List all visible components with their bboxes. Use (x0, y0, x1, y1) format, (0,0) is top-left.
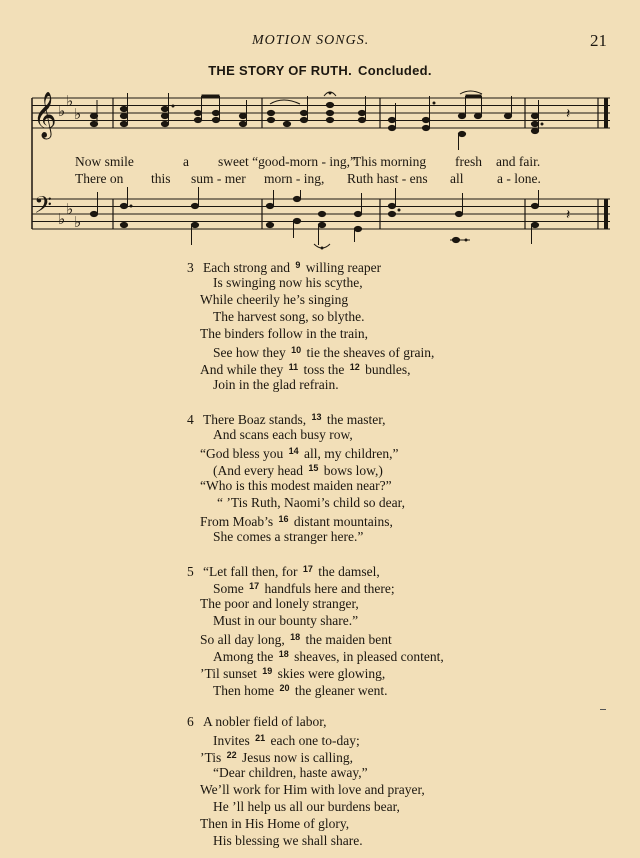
verse-line (213, 528, 363, 545)
verse-text: His blessing we shall share. (213, 833, 363, 848)
bass-notes (90, 187, 538, 249)
verse-line (200, 815, 349, 832)
verse-text: Then in His Home of glory, (200, 816, 350, 831)
verse-text: Must in our bounty share.” (213, 613, 359, 628)
final-barline-treble (604, 98, 608, 128)
bass-rest: 𝄽 (566, 207, 571, 223)
lyric-syllable: this (151, 171, 171, 186)
motion-cue-number: 17 (249, 581, 260, 591)
song-title-text: THE STORY OF RUTH. (208, 63, 353, 78)
bass-clef: 𝄢 (34, 191, 53, 224)
treble-clef: 𝄞 (33, 92, 57, 138)
verse-line (213, 680, 387, 699)
verse-text: He ’ll help us all our burdens bear, (213, 799, 400, 814)
lyric-syllable: fresh (455, 154, 482, 169)
verse-text: Join in the glad refrain. (213, 377, 339, 392)
verse-line (200, 291, 348, 308)
lyric-syllable: Ruth hast - ens (347, 171, 428, 186)
lyric-syllable: This morning (353, 154, 427, 169)
verse-line (200, 781, 425, 798)
motion-cue-number: 17 (302, 564, 313, 574)
verse-text: bundles, (361, 362, 411, 377)
verse-text: “ ’Tis Ruth, Naomi’s child so dear, (217, 495, 405, 510)
verse-text: There Boaz stands, (203, 412, 310, 427)
verse-line (213, 832, 363, 849)
motion-cue-number: 10 (291, 345, 302, 355)
verse-number: 4 (187, 412, 194, 427)
motion-cue-number: 11 (288, 362, 299, 372)
final-barline-bass (604, 199, 608, 229)
verse-text: handfuls here and there; (261, 581, 395, 596)
verse-text: “Dear children, haste away,” (213, 765, 368, 780)
verse-text: the maiden bent (302, 632, 392, 647)
motion-cue-number: 15 (308, 463, 319, 473)
verse-line (213, 376, 339, 393)
page-number: 21 (590, 31, 607, 50)
verse-number: 3 (187, 260, 194, 275)
verse-line (213, 764, 368, 781)
svg-text:♭: ♭ (58, 102, 66, 120)
svg-text:♭: ♭ (74, 213, 82, 231)
verse-text: Among the (213, 649, 277, 664)
verse-text: Each strong and (203, 260, 294, 275)
verse-line (187, 713, 327, 730)
page-header (0, 33, 640, 53)
treble-staff (32, 98, 610, 128)
motion-cue-number: 12 (349, 362, 360, 372)
lyric-syllable: and fair. (496, 154, 541, 169)
verse-text: skies were glowing, (274, 666, 386, 681)
verse-text: She comes a stranger here.” (213, 529, 364, 544)
verse-text: We’ll work for Him with love and prayer, (200, 782, 425, 797)
svg-text:♭: ♭ (66, 200, 74, 218)
verse-line (213, 274, 363, 291)
lyric-syllable: all (450, 171, 464, 186)
verse-text: all, my children,” (300, 446, 399, 461)
motion-cue-number: 19 (262, 666, 273, 676)
verse-text: sheaves, in pleased content, (290, 649, 444, 664)
verse-text: bows low,) (320, 463, 383, 478)
verse-line (200, 325, 368, 342)
motion-cue-number: 22 (226, 750, 237, 760)
lyric-syllable: a - lone. (497, 171, 541, 186)
verse-text: Invites (213, 733, 254, 748)
verse-number: 5 (187, 564, 194, 579)
verse-text: distant mountains, (290, 514, 393, 529)
verse-text: A nobler field of labor, (203, 714, 327, 729)
lyric-line-2 (0, 171, 640, 189)
verse-text: ’Tis (200, 750, 225, 765)
verse-text: And while they (200, 362, 287, 377)
motion-cue-number: 18 (278, 649, 289, 659)
svg-text:♭: ♭ (58, 210, 66, 228)
verse-line (200, 477, 392, 494)
verse-text: The harvest song, so blythe. (213, 309, 365, 324)
lyric-line-1 (0, 154, 640, 172)
verse-line (213, 612, 358, 629)
verse-text: Jesus now is calling, (238, 750, 354, 765)
verse-text: tie the sheaves of grain, (303, 345, 435, 360)
motion-cue-number: 14 (288, 446, 299, 456)
song-status: Concluded. (358, 63, 432, 78)
motion-cue-number: 9 (295, 260, 301, 270)
verse-text: “Let fall then, for (203, 564, 301, 579)
verse-text: So all day long, (200, 632, 289, 647)
verse-text: (And every head (213, 463, 307, 478)
verse-text: See how they (213, 345, 290, 360)
treble-rest: 𝄽 (566, 106, 571, 122)
lyric-syllable: morn - ing, (264, 171, 325, 186)
song-title (0, 63, 640, 78)
motion-cue-number: 21 (255, 733, 266, 743)
verse-text: “Who is this modest maiden near?” (200, 478, 392, 493)
svg-text:♭: ♭ (74, 105, 82, 123)
verse-text: Then home (213, 683, 278, 698)
lyric-syllable: sweet “good-morn - ing,” (218, 154, 356, 169)
verse-text: While cheerily he’s singing (200, 292, 349, 307)
lyric-syllable: There on (75, 171, 124, 186)
verse-number: 6 (187, 714, 194, 729)
verse-text: And scans each busy row, (213, 427, 353, 442)
verse-text: From Moab’s (200, 514, 277, 529)
verse-line (213, 798, 400, 815)
verse-text: ’Til sunset (200, 666, 261, 681)
svg-text:♭: ♭ (66, 92, 74, 110)
margin-mark (600, 709, 606, 710)
verse-text: Some (213, 581, 248, 596)
verse-text: “God bless you (200, 446, 287, 461)
motion-cue-number: 13 (311, 412, 322, 422)
lyric-syllable: Now smile (75, 154, 134, 169)
verse-text: the gleaner went. (291, 683, 388, 698)
verse-line (200, 595, 359, 612)
verse-line (213, 308, 364, 325)
verse-text: each one to-day; (267, 733, 360, 748)
verse-text: Is swinging now his scythe, (213, 275, 363, 290)
verse-text: the damsel, (314, 564, 380, 579)
motion-cue-number: 16 (278, 514, 289, 524)
running-head: MOTION SONGS. (252, 33, 370, 48)
motion-cue-number: 20 (279, 683, 290, 693)
verse-text: The binders follow in the train, (200, 326, 368, 341)
verse-text: willing reaper (302, 260, 382, 275)
verse-line (217, 494, 405, 511)
verse-text: The poor and lonely stranger, (200, 596, 359, 611)
motion-cue-number: 18 (290, 632, 301, 642)
lyric-syllable: a (183, 154, 189, 169)
verse-text: the master, (323, 412, 386, 427)
lyric-syllable: sum - mer (191, 171, 246, 186)
verse-text: toss the (300, 362, 348, 377)
verse-line (213, 426, 353, 443)
